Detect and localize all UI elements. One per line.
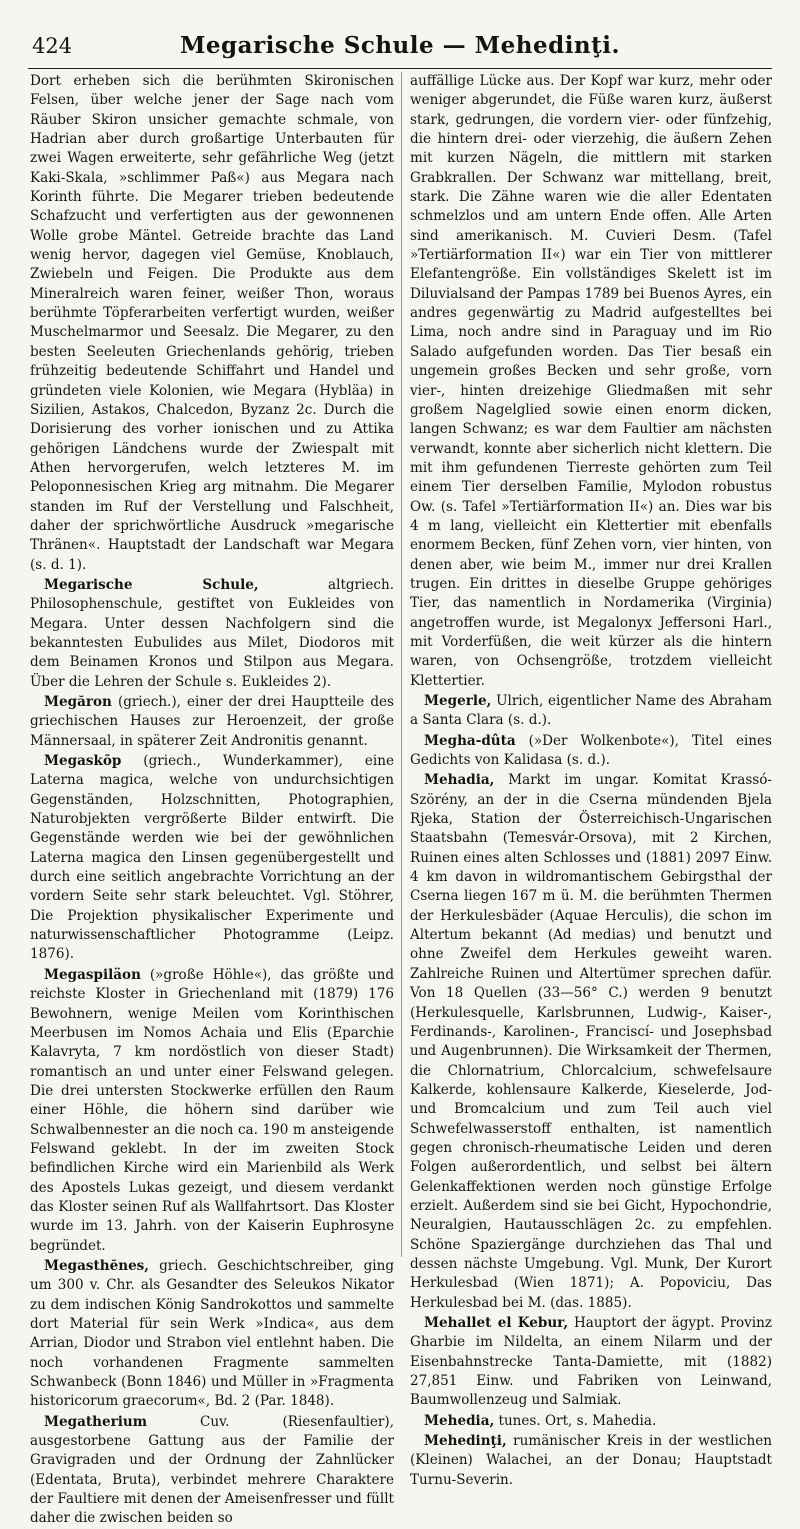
entry-megasthenes	[30, 1257, 394, 1412]
entry-text: rumänischer Kreis in der westlichen (Kleinen) Walachei, an der Donau; Hauptstadt Turnu-Severin.	[410, 1433, 772, 1488]
entry-headword: Megerle,	[424, 693, 492, 709]
entry-text: griech. Geschichtschreiber, ging um 300 v. Chr. als Gesandter des Seleukos Nikator zu dem indischen König Sandrokottos und sammelte dort Material für sein Werk »Indica«, aus dem Arrian, Diodor und Strabon viel entlehnt haben. Die noch vorhandenen Fragmente sammelten Schwanbeck (Bonn 1846) und Müller in »Fragmenta historicorum graecorum«, Bd. 2 (Par. 1848).	[30, 1257, 394, 1410]
entry-text: (»große Höhle«), das größte und reichste Kloster in Griechenland mit (1879) 176 Bewohnern, wenige Meilen vom Korinthischen Meerbusen im Nomos Achaia und Elis (Eparchie Kalavryta, 7 km nordöstlich von dieser Stadt) romantisch an und unter einer Felswand gelegen. Die drei untersten Stockwerke erfüllen den Raum einer Höhle, die höhern sind darüber wie Schwalbennester an die noch ca. 190 m ansteigende Felswand geklebt. In der im zweiten Stock befindlichen Kirche wird ein Marienbild als Werk des Apostels Lukas gezeigt, und diesem verdankt das Kloster seinen Ruf als Wallfahrtsort. Das Kloster wurde im 13. Jahrh. von der Kaiserin Euphrosyne begründet.	[30, 966, 394, 1254]
entry-text: Dort erheben sich die berühmten Skironischen Felsen, über welche jener der Sage nach vom Räuber Skiron unsicher gemachte schmale, von Hadrian aber durch großartige Unterbauten für zwei Wagen erweiterte, sehr gefährliche Weg (jetzt Kaki-Skala, »schlimmer Paß«) aus Megara nach Korinth führte. Die Megarer trieben bedeutende Schafzucht und verfertigten aus der gewonnenen Wolle grobe Mäntel. Getreide brachte das Land wenig hervor, dagegen viel Gemüse, Knoblauch, Zwiebeln und Feigen. Die Produkte aus dem Mineralreich waren feiner, weißer Thon, woraus berühmte Töpferarbeiten verfertigt wurden, weißer Muschelmarmor und Seesalz. Die Megarer, zu den besten Seeleuten Griechenlands gehörig, trieben frühzeitig bedeutende Schiffahrt und Handel und gründeten viele Kolonien, wie Megara (Hybläa) in Sizilien, Astakos, Chalcedon, Byzanz 2c. Durch die Dorisierung des vorher ionischen und zu Attika gehörigen Ländchens wurde der Zwiespalt mit Athen hervorgerufen, welch letzteres M. im Peloponnesischen Krieg arg mitnahm. Die Megarer standen im Ruf der Verstellung und Falschheit, daher der sprichwörtliche Ausdruck »megarische Thränen«. Hauptstadt der Landschaft war Megara (s. d. 1).	[30, 73, 394, 573]
entry-text: Markt im ungar. Komitat Krassó-Szörény, an der in die Cserna mündenden Bjela Rjeka, Station der Österreichisch-Ungarischen Staatsbahn (Temesvár-Orsova), mit 2 Kirchen, Ruinen eines alten Schlosses und (1881) 2097 Einw. 4 km davon in wildromantischem Gebirgsthal der Cserna liegen 167 m ü. M. die berühmten Thermen der Herkulesbäder (Aquae Herculis), die schon im Altertum bekannt (Ad medias) und benutzt und ohne Zweifel dem Herkules geweiht waren. Zahlreiche Ruinen und Altertümer sprechen dafür. Von 18 Quellen (33—56° C.) werden 9 benutzt (Herkulesquelle, Karlsbrunnen, Ludwig-, Kaiser-, Ferdinands-, Karolinen-, Franciscí- und Josephsbad und Augenbrunnen). Die Wirksamkeit der Thermen, die Chlornatrium, Chlorcalcium, schwefelsaure Kalkerde, kohlensaure Kalkerde, Kieselerde, Jod- und Bromcalcium und zum Teil auch viel Schwefelwasserstoff enthalten, ist namentlich gegen chronisch-rheumatische Leiden und deren Folgen außerordentlich, und selbst bei ältern Gelenkaffektionen werden noch günstige Erfolge erzielt. Außerdem sind sie bei Gicht, Hypochondrie, Neuralgien, Hautausschlägen 2c. zu empfehlen. Schöne Spaziergänge durchziehen das Thal und dessen nächste Umgebung. Vgl. Munk, Der Kurort Herkulesbad (Wien 1871); A. Popoviciu, Das Herkulesbad bei M. (das. 1885).	[410, 772, 772, 1311]
entry-text: Cuv. (Riesenfaultier), ausgestorbene Gattung aus der Familie der Gravigraden und der Ordnung der Zahnlücker (Edentata, Bruta), verbindet mehrere Charaktere der Faultiere mit denen der Ameisenfresser und füllt daher die zwischen beiden so	[30, 1413, 394, 1527]
entry-megatherium	[30, 1413, 394, 1529]
entry-megaron	[30, 693, 394, 751]
right-column	[410, 72, 772, 1488]
entry-mehedia	[410, 1412, 772, 1431]
entry-text: Hauptort der ägypt. Provinz Gharbie im Nildelta, an einem Nilarm und der Eisenbahnstrecke Tanta-Damiette, mit (1882) 27,851 Einw. und Fabriken von Leinwand, Baumwollenzeug und Salmiak.	[410, 1315, 772, 1409]
entry-headword: Megha-dûta	[424, 732, 516, 749]
entry-megha-duta	[410, 732, 772, 771]
entry-mehedinti	[410, 1432, 772, 1490]
page-number: 424	[32, 34, 73, 58]
entry-headword: Megatherium	[44, 1413, 148, 1430]
entry-megarische-schule	[30, 576, 394, 692]
entry-megerle	[410, 692, 772, 731]
entry-headword: Mehadia,	[424, 772, 495, 789]
page-header	[28, 28, 772, 69]
entry-headword: Megaskōp	[44, 753, 122, 770]
entry-text: Ulrich, eigentlicher Name des Abraham a Santa Clara (s. d.).	[410, 693, 772, 729]
entry-headword: Megarische Schule,	[44, 576, 259, 593]
entry-headword: Mehedia,	[424, 1412, 495, 1429]
entry-text: (griech., Wunderkammer), eine Laterna magica, welche von undurchsichtigen Gegenständen, Holzschnitten, Photographien, Naturobjekten vergrößerte Bilder entwirft. Die Gegenstände werden wie bei der gewöhnlichen Laterna magica den Linsen gegenübergestellt und durch eine seitlich angebrachte Vorrichtung an der vordern Seite sehr stark beleuchtet. Vgl. Stöhrer, Die Projektion physikalischer Experimente und naturwissenschaftlicher Photogramme (Leipz. 1876).	[30, 753, 394, 963]
running-head: Megarische Schule — Mehedinţi.	[179, 32, 621, 59]
entry-headword: Mehedinţi,	[424, 1433, 507, 1450]
entry-mehadia	[410, 771, 772, 1313]
entry-headword: Mehallet el Kebur,	[424, 1315, 569, 1331]
entry-headword: Megaspiläon	[44, 966, 141, 983]
left-column	[30, 72, 395, 1527]
entry-text: tunes. Ort, s. Mahedia.	[494, 1412, 657, 1429]
entry-text: auffällige Lücke aus. Der Kopf war kurz, mehr oder weniger abgerundet, die Füße waren kurz, äußerst stark, gedrungen, die vordern vier- oder fünfzehig, die hintern drei- oder vierzehig, die äußern Zehen mit kurzen Nägeln, die mittlern mit starken Grabkrallen. Der Schwanz war mittellang, breit, stark. Die Zähne waren wie die aller Edentaten schmelzlos und am untern Ende offen. Alle Arten sind amerikanisch. M. Cuvieri Desm. (Tafel »Tertiärformation II«) war ein Tier von mittlerer Elefantengröße. Ein vollständiges Skelett ist im Diluvialsand der Pampas 1789 bei Buenos Ayres, ein andres gegenwärtig zu Madrid aufgestelltes bei Lima, noch andre sind in Paraguay und im Rio Salado aufgefunden worden. Das Tier besaß ein ungemein großes Becken und sehr große, vorn vier-, hinten dreizehige Gliedmaßen mit sehr großem Nagelglied sowie einen enorm dicken, langen Schwanz; es war dem Faultier am nächsten verwandt, konnte aber sicherlich nicht klettern. Die mit ihm gefundenen Tierreste gehörten zum Teil einem Tier derselben Familie, Mylodon robustus Ow. (s. Tafel »Tertiärformation II«) an. Dies war bis 4 m lang, vielleicht ein Klettertier mit ebenfalls enormem Becken, fünf Zehen vorn, vier hinten, von denen aber, wie beim M., immer nur drei Krallen trugen. Ein drittes in dieselbe Gruppe gehöriges Tier, das namentlich in Nordamerika (Virginia) angetroffen wurde, ist Megalonyx Jeffersoni Harl., mit Vorderfüßen, die weit kürzer als die hintern waren, von Ochsengröße, trotzdem vielleicht Klettertier.	[410, 73, 772, 689]
entry-mehallet-el-kebur	[410, 1314, 772, 1411]
entry-continuation-right	[410, 72, 772, 691]
entry-text: (»Der Wolkenbote«), Titel eines Gedichts von Kalidasa (s. d.).	[410, 732, 772, 769]
entry-headword: Megasthĕnes,	[44, 1257, 150, 1274]
entry-text: altgriech. Philosophenschule, gestiftet von Eukleides von Megara. Unter dessen Nachfolgern sind die bekanntesten Eubulides aus Milet, Diodoros mit dem Beinamen Kronos und Stilpon aus Megara. Über die Lehren der Schule s. Eukleides 2).	[30, 576, 395, 690]
column-divider	[401, 72, 402, 1257]
entry-text: (griech.), einer der drei Hauptteile des griechischen Hauses zur Heroenzeit, der große Männersaal, in späterer Zeit Andronitis genannt.	[30, 694, 394, 749]
entry-headword: Megăron	[44, 694, 112, 710]
entry-megaspilaon	[30, 966, 394, 1256]
entry-megaskop	[30, 752, 394, 965]
entry-continuation-left	[30, 72, 394, 575]
